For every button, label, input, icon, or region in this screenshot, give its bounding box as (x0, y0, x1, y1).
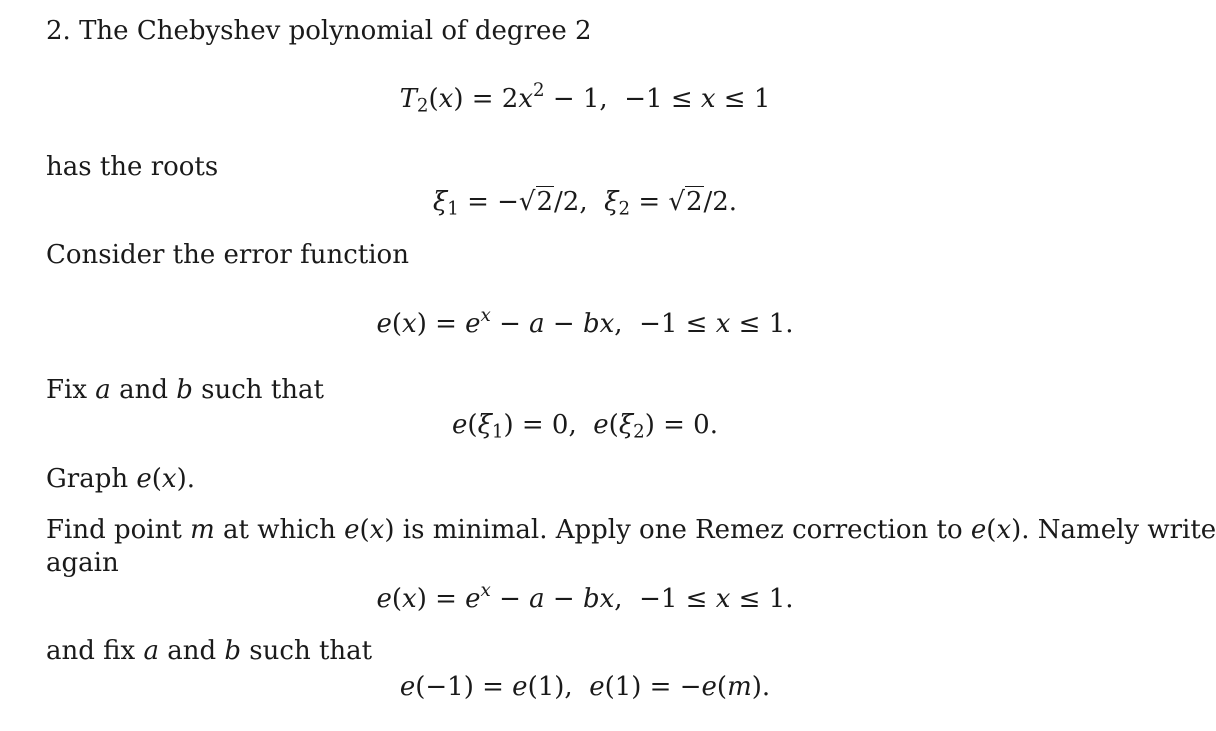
and-fix-pre: and fix (46, 636, 136, 666)
graph-post: . (186, 464, 195, 494)
and-fix-mid: and (167, 636, 217, 666)
equation-roots: $\xi_1 = -√2/2$, $\xi_2 = √2/2$. (432, 187, 738, 220)
graph-pre: Graph (46, 464, 129, 494)
find-1: Find point (46, 515, 182, 545)
again-label: again (46, 548, 119, 578)
find-3: is minimal. Apply one Remez correction to (402, 515, 963, 545)
problem-number: 2. (46, 16, 71, 46)
equation-remez-conditions: e(−1) = e(1), e(1) = −e(m). (399, 672, 771, 702)
and-fix-post: such that (249, 636, 373, 666)
fix-label-post: such that (201, 375, 324, 405)
find-4: . Namely write (1021, 515, 1216, 545)
find-2: at which (223, 515, 336, 545)
fix-label: Fix a and b such that (46, 375, 324, 405)
fix-label-pre: Fix (46, 375, 88, 405)
equation-chebyshev: $T_2(x) = 2x^2 - 1$, −1 ≤ x ≤ 1 (399, 80, 771, 117)
and-fix-label: and fix a and b such that (46, 636, 373, 666)
error-function-label: Consider the error function (46, 240, 409, 270)
problem-heading (46, 18, 592, 44)
equation-error-function: $e(x) = e^x - a$ − bx, −1 ≤ x ≤ 1. (376, 305, 794, 339)
fix-label-mid: and (119, 375, 168, 405)
problem-intro: The Chebyshev polynomial of degree 2 (79, 16, 592, 46)
equation-root-conditions: $e(\xi_1) = 0$, $e(\xi_2) = 0$. (452, 410, 718, 443)
roots-label: has the roots (46, 152, 219, 182)
graph-instruction: Graph e(x). (46, 464, 195, 494)
find-instruction: Find point m at which e(x) is minimal. Apply one Remez correction to e(x). Namely write (46, 515, 1216, 545)
equation-error-function-again: $e(x) = e^x - a$ − bx, −1 ≤ x ≤ 1. (376, 580, 794, 614)
